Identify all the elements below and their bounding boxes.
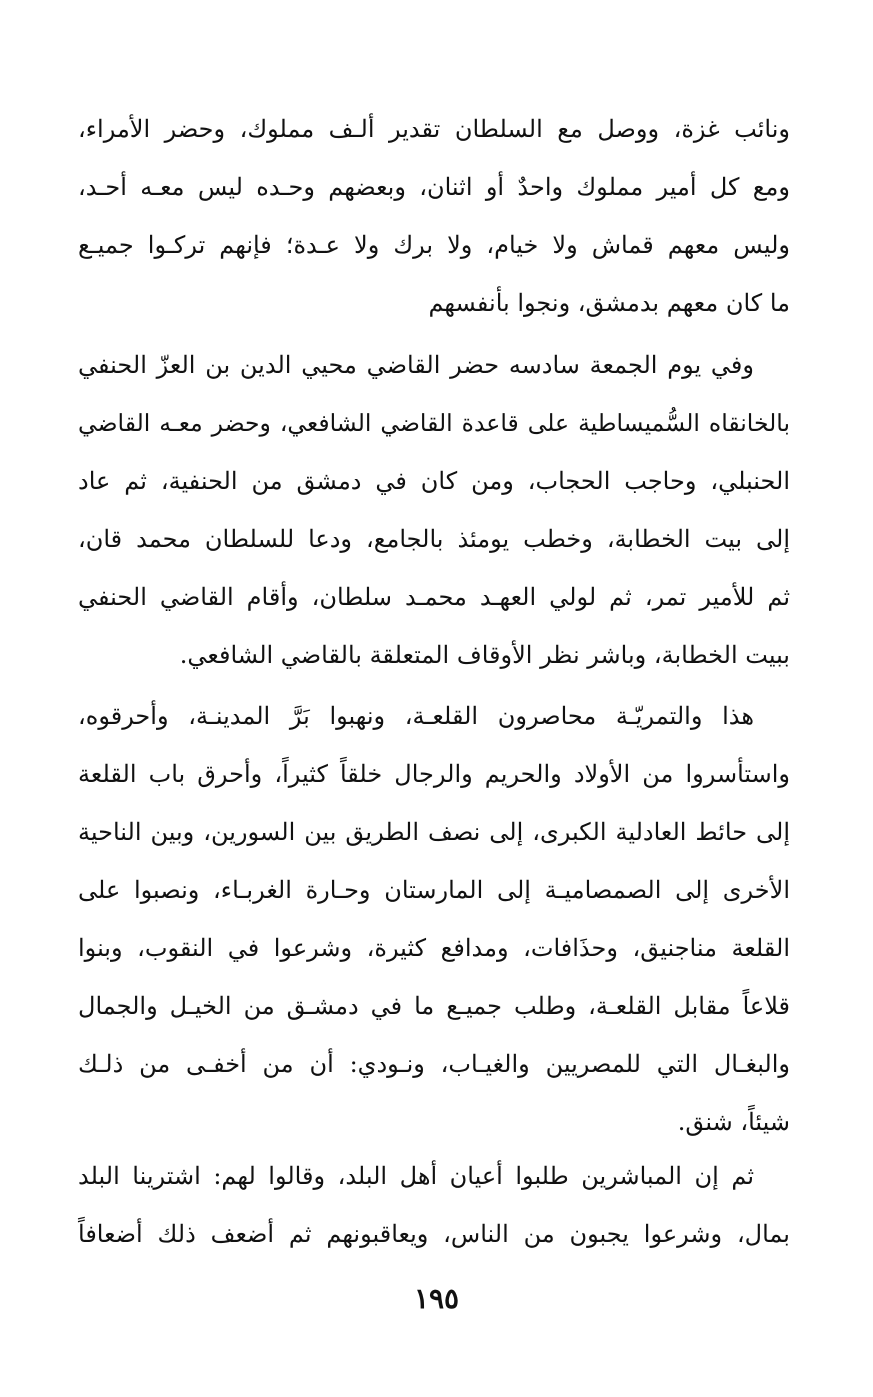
text-line: وليس معهم قماش ولا خيام، ولا برك ولا عـدة؛ فإنهم تركـوا جميـع xyxy=(78,231,790,259)
text-line: بمال، وشرعوا يجبون من الناس، ويعاقبونهم ثم أضعف ذلك أضعافاً xyxy=(78,1220,790,1248)
text-line: شيئاً، شنق. xyxy=(677,1108,790,1136)
text-line: ومع كل أمير مملوك واحدٌ أو اثنان، وبعضهم وحـده ليس معـه أحـد، xyxy=(78,173,790,201)
paragraph-1 xyxy=(78,100,790,332)
text-line: واستأسروا من الأولاد والحريم والرجال خلقاً كثيراً، وأحرق باب القلعة xyxy=(78,760,790,788)
text-line: قلاعاً مقابل القلعـة، وطلب جميـع ما في دمشـق من الخيـل والجمال xyxy=(78,992,790,1020)
text-line: القلعة مناجنيق، وحذَافات، ومدافع كثيرة، وشرعوا في النقوب، وبنوا xyxy=(78,934,790,962)
text-line: ثم إن المباشرين طلبوا أعيان أهل البلد، وقالوا لهم: اشترينا البلد xyxy=(78,1162,754,1190)
page-number: ١٩٥ xyxy=(413,1282,460,1315)
paragraph-4 xyxy=(78,1147,790,1263)
text-line: إلى بيت الخطابة، وخطب يومئذ بالجامع، ودعا للسلطان محمد قان، xyxy=(78,525,790,553)
paragraph-3 xyxy=(78,687,790,1151)
text-line: هذا والتمريّـة محاصرون القلعـة، ونهبوا بَرَّ المدينـة، وأحرقوه، xyxy=(78,702,754,730)
text-line: إلى حائط العادلية الكبرى، إلى نصف الطريق بين السورين، وبين الناحية xyxy=(78,818,790,846)
text-line: بالخانقاه السُّميساطية على قاعدة القاضي الشافعي، وحضر معـه القاضي xyxy=(78,409,790,437)
text-line: ثم للأمير تمر، ثم لولي العهـد محمـد سلطان، وأقام القاضي الحنفي xyxy=(78,583,790,611)
paragraph-2 xyxy=(78,336,790,684)
text-line: الحنبلي، وحاجب الحجاب، ومن كان في دمشق من الحنفية، ثم عاد xyxy=(78,467,790,495)
text-line: ما كان معهم بدمشق، ونجوا بأنفسهم xyxy=(428,289,790,317)
text-line: وفي يوم الجمعة سادسه حضر القاضي محيي الدين بن العزّ الحنفي xyxy=(78,351,754,379)
text-line: ببيت الخطابة، وباشر نظر الأوقاف المتعلقة بالقاضي الشافعي. xyxy=(179,641,790,669)
text-line: ونائب غزة، ووصل مع السلطان تقدير ألـف مملوك، وحضر الأمراء، xyxy=(78,115,790,143)
text-line: والبغـال التي للمصريين والغيـاب، ونـودي: أن من أخفـى من ذلـك xyxy=(78,1050,791,1078)
text-line: الأخرى إلى الصمصاميـة إلى المارستان وحـارة الغربـاء، ونصبوا على xyxy=(78,876,790,904)
